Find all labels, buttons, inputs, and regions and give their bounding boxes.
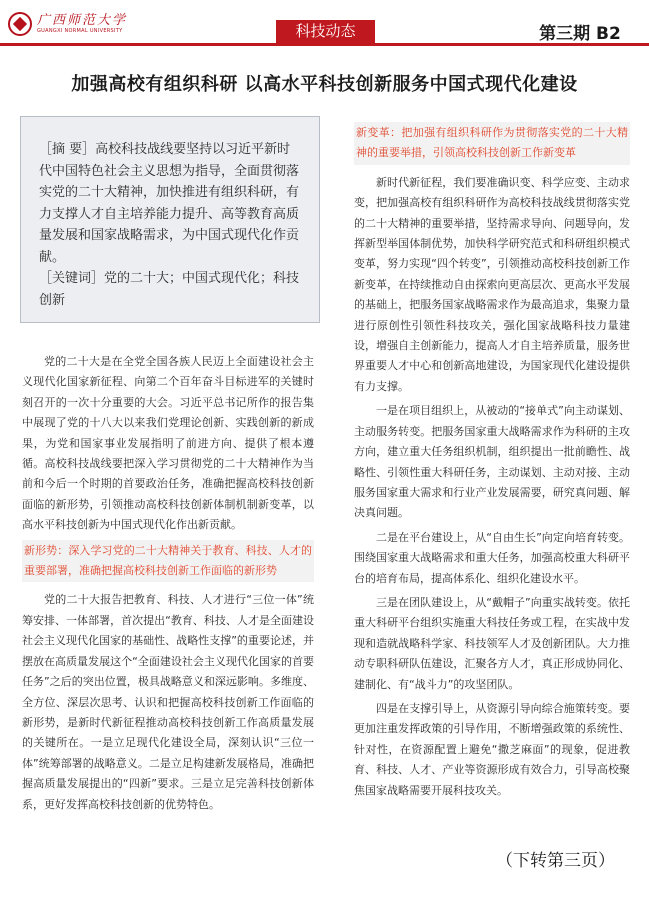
paragraph: 一是在项目组织上，从被动的“接单式”向主动谋划、主动服务转变。把服务国家重大战略需求作为科研的主攻方向，建立重大任务组织机制，组织提出一批前瞻性、战略性、引领性重大科研任务，主动谋划、主动对接、主动服务国家重大需求和行业产业发展需要，研究真问题、解决真问题。	[354, 404, 630, 520]
right-column	[354, 120, 630, 805]
header-rule	[0, 43, 649, 46]
left-column	[22, 352, 314, 819]
university-logo	[8, 9, 127, 39]
university-emblem-icon	[8, 12, 32, 36]
article-title: 加强高校有组织科研 以高水平科技创新服务中国式现代化建设	[71, 74, 578, 95]
abstract-box	[20, 116, 320, 323]
section-heading-new-reform: 新变革：把加强有组织科研作为贯彻落实党的二十大精神的重要举措，引领高校科技创新工作新变革	[354, 122, 630, 165]
page-header	[0, 0, 649, 46]
logo-english-name: GUANGXI NORMAL UNIVERSITY	[37, 28, 123, 34]
paragraph: 党的二十大报告把教育、科技、人才进行“三位一体”统筹安排、一体部署，首次提出“教育、科技、人才是全面建设社会主义现代化国家的基础性、战略性支撑”的重要论述，并摆放在高质量发展这个“全面建设社会主义现代化国家的首要任务”之后的突出位置，极具战略意义和深远影响。多维度、全方位、深层次思考、认识和把握高校科技创新工作面临的新形势，是新时代新征程推动高校科技创新工作高质量发展的关键所在。一是立足现代化建设全局，深刻认识“三位一体”统筹部署的战略意义。二是立足构建新发展格局，准确把握高质量发展提出的“四新”要求。三是立足完善科技创新体系，更好发挥高校科技创新的优势特色。	[22, 593, 314, 811]
abstract-summary: ［摘 要］高校科技战线要坚持以习近平新时代中国特色社会主义思想为指导，全面贯彻落实党的二十大精神，加快推进有组织科研，有力支撑人才自主培养能力提升、高等教育高质量发展和国家战略需求，为中国式现代化作贡献。	[39, 142, 300, 265]
paragraph: 三是在团队建设上，从“戴帽子”向重实战转变。依托重大科研平台组织实施重大科技任务或工程，在实战中发现和造就战略科学家、科技领军人才及创新团队。大力推动专职科研队伍建设，汇聚各方人才，真正形成协同化、建制化、有“战斗力”的攻坚团队。	[354, 595, 630, 691]
logo-chinese-name: 广西师范大学	[37, 13, 128, 28]
paragraph: 党的二十大是在全党全国各族人民迈上全面建设社会主义现代化国家新征程、向第二个百年奋斗目标进军的关键时刻召开的一次十分重要的大会。习近平总书记所作的报告集中展现了党的十八大以来我们党理论创新、实践创新的新成果，为党和国家事业发展指明了前进方向、提供了根本遵循。高校科技战线要把深入学习贯彻党的二十大精神作为当前和今后一个时期的首要政治任务，准确把握高校科技创新面临的新形势，引领推动高校科技创新体制机制新变革，以高水平科技创新为中国式现代化作出新贡献。	[22, 355, 314, 532]
section-heading-new-situation: 新形势：深入学习党的二十大精神关于教育、科技、人才的重要部署，准确把握高校科技创新工作面临的新形势	[22, 540, 314, 583]
continued-note: （下转第三页）	[496, 851, 615, 871]
paragraph: 四是在支撑引导上，从资源引导向综合施策转变。要更加注重发挥政策的引导作用，不断增强政策的系统性、针对性，在资源配置上避免“撒芝麻面”的现象，促进教育、科技、人才、产业等资源形成有效合力，引导高校聚焦国家战略需要开展科技攻关。	[354, 701, 630, 797]
abstract-keywords: ［关键词］党的二十大；中国式现代化；科技创新	[39, 271, 300, 308]
paragraph: 二是在平台建设上，从“自由生长”向定向培育转变。围绕国家重大战略需求和重大任务，加强高校重大科研平台的培育布局，提高体系化、组织化建设水平。	[354, 530, 630, 585]
paragraph: 新时代新征程，我们要准确识变、科学应变、主动求变，把加强高校有组织科研作为高校科技战线贯彻落实党的二十大精神的重要举措，坚持需求导向、问题导向，发挥新型举国体制优势，加快科学研究范式和科研组织模式变革，努力实现“四个转变”，引领推动高校科技创新工作新变革，在持续推动自由探索向更高层次、更高水平发展的基础上，把服务国家战略需求作为最高追求，集聚力量进行原创性引领性科技攻关，强化国家战略科技力量建设，增强自主创新能力，提高人才自主培养质量，服务世界重要人才中心和创新高地建设，为国家现代化建设提供有力支撑。	[354, 175, 630, 393]
issue-label: 第三期 B2	[539, 23, 621, 44]
section-tag: 科技动态	[276, 20, 375, 43]
